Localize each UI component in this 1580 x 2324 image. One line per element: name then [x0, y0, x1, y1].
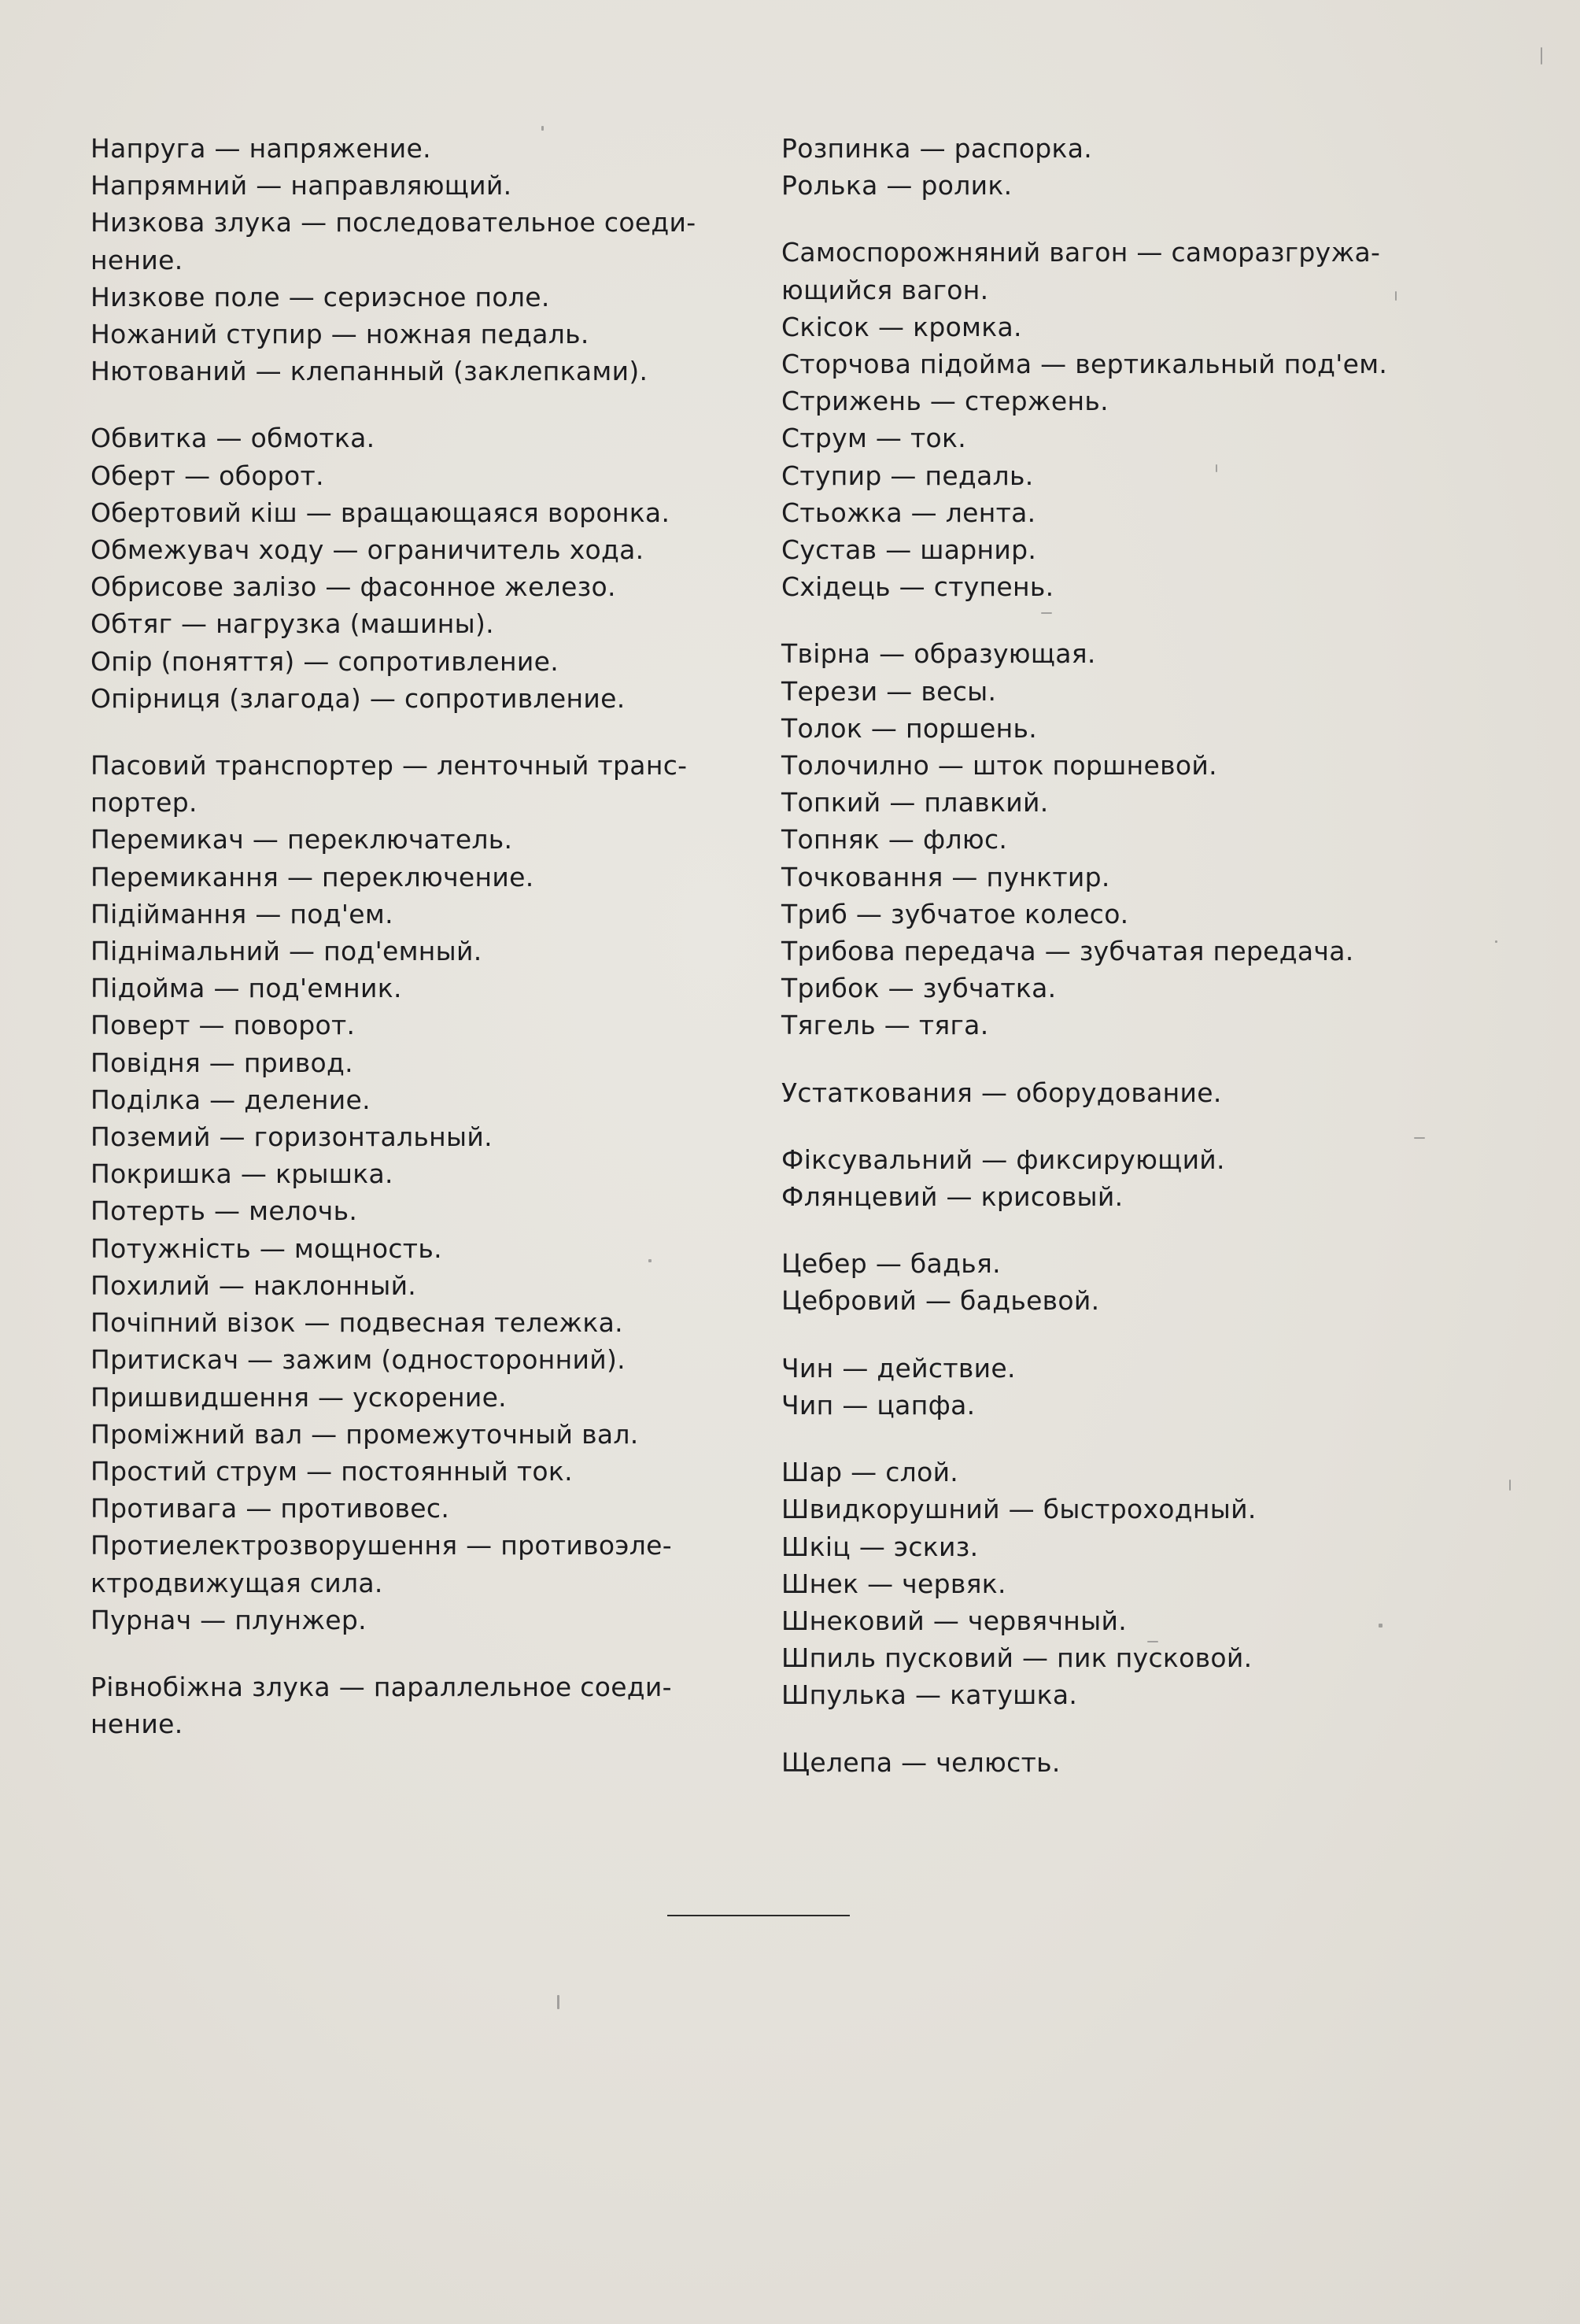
entry-text: Пришвидшення — ускорение. — [90, 1381, 507, 1413]
glossary-entry — [781, 419, 1490, 456]
right-group — [781, 1074, 1490, 1111]
glossary-entry — [781, 1387, 1490, 1424]
paper-speck — [1509, 1480, 1511, 1491]
entry-text: Чип — цапфа. — [781, 1389, 976, 1421]
entry-text: Тягель — тяга. — [781, 1010, 989, 1041]
entry-text: Почіпний візок — подвесная тележка. — [90, 1307, 623, 1339]
glossary-entry — [781, 970, 1490, 1007]
paper-speck — [1395, 291, 1397, 301]
entry-text: Обрисове залізо — фасонное железо. — [90, 571, 616, 603]
glossary-entry — [781, 1007, 1490, 1044]
glossary-entry — [90, 1007, 759, 1044]
glossary-entry — [90, 1379, 759, 1416]
right-group — [781, 1744, 1490, 1781]
paper-speck — [557, 1995, 559, 2009]
entry-text: Ступир — педаль. — [781, 460, 1034, 491]
entry-text: Напруга — напряжение. — [90, 133, 431, 164]
entry-text: Перемикання — переключение. — [90, 861, 534, 892]
glossary-entry — [781, 1178, 1490, 1215]
glossary-entry — [90, 1155, 759, 1192]
entry-continuation: нение. — [90, 244, 183, 275]
glossary-entry — [781, 784, 1490, 821]
glossary-entry — [90, 680, 759, 717]
glossary-entry — [90, 204, 759, 278]
entry-text: Противага — противовес. — [90, 1493, 450, 1524]
entry-text: Потужність — мощность. — [90, 1232, 442, 1264]
glossary-entry — [781, 345, 1490, 382]
entry-text: Цебровий — бадьевой. — [781, 1285, 1100, 1317]
glossary-entry — [90, 896, 759, 933]
entry-text: Рівнобіжна злука — параллельное соеди- — [90, 1671, 672, 1702]
entry-text: Толок — поршень. — [781, 712, 1038, 744]
paper-speck — [1041, 612, 1052, 614]
entry-text: Трибок — зубчатка. — [781, 973, 1057, 1004]
left-group — [90, 419, 759, 717]
paper-speck — [1495, 940, 1497, 943]
glossary-entry — [90, 605, 759, 642]
glossary-entry — [90, 1527, 759, 1601]
glossary-entry — [90, 419, 759, 456]
entry-text: Шкіц — эскиз. — [781, 1531, 979, 1562]
entry-text: Чин — действие. — [781, 1352, 1016, 1384]
end-rule — [667, 1915, 850, 1916]
paper-speck — [1216, 464, 1217, 472]
paper-speck — [648, 1259, 652, 1262]
entry-text: Східець — ступень. — [781, 571, 1054, 603]
entry-text: Точковання — пунктир. — [781, 861, 1110, 892]
paper-speck — [1147, 1641, 1158, 1642]
glossary-entry — [781, 821, 1490, 858]
entry-text: Поверт — поворот. — [90, 1010, 356, 1041]
glossary-entry — [90, 494, 759, 531]
entry-text: Розпинка — распорка. — [781, 133, 1093, 164]
entry-text: Повідня — привод. — [90, 1047, 353, 1078]
glossary-entry — [90, 531, 759, 568]
right-group — [781, 635, 1490, 1044]
right-group — [781, 1141, 1490, 1215]
glossary-entry — [90, 353, 759, 390]
entry-text: Фіксувальний — фиксирующий. — [781, 1144, 1225, 1175]
entry-text: Шпулька — катушка. — [781, 1679, 1078, 1711]
entry-text: Щелепа — челюсть. — [781, 1746, 1061, 1778]
entry-text: Піднімальний — под'емный. — [90, 936, 482, 967]
glossary-entry — [781, 859, 1490, 896]
glossary-entry — [90, 821, 759, 858]
glossary-entry — [90, 970, 759, 1007]
glossary-entry — [781, 1350, 1490, 1387]
entry-text: Стрижень — стержень. — [781, 386, 1109, 417]
glossary-entry — [781, 1602, 1490, 1639]
glossary-entry — [90, 859, 759, 896]
glossary-entry — [90, 1490, 759, 1527]
entry-text: Поділка — деление. — [90, 1084, 371, 1115]
glossary-entry — [90, 1304, 759, 1341]
right-group — [781, 1350, 1490, 1424]
glossary-entry — [781, 494, 1490, 531]
glossary-entry — [781, 710, 1490, 747]
glossary-entry — [781, 234, 1490, 308]
entry-continuation: нение. — [90, 1709, 183, 1740]
glossary-entry — [781, 635, 1490, 672]
entry-text: Швидкорушний — быстроходный. — [781, 1494, 1257, 1525]
entry-text: Обтяг — нагрузка (машины). — [90, 608, 494, 640]
paper-speck — [1379, 1624, 1382, 1628]
glossary-entry — [781, 896, 1490, 933]
entry-text: Підойма — под'емник. — [90, 973, 402, 1004]
glossary-entry — [90, 130, 759, 167]
entry-text: Топкий — плавкий. — [781, 787, 1049, 818]
entry-continuation: ющийся вагон. — [781, 274, 989, 305]
right-group — [781, 234, 1490, 605]
entry-text: Перемикач — переключатель. — [90, 824, 513, 855]
entry-text: Пурнач — плунжер. — [90, 1604, 367, 1635]
glossary-entry — [781, 1676, 1490, 1713]
glossary-entry — [781, 382, 1490, 419]
glossary-entry — [781, 130, 1490, 167]
glossary-entry — [781, 1282, 1490, 1319]
entry-text: Простий струм — постоянный ток. — [90, 1455, 573, 1487]
entry-text: Нютований — клепанный (заклепками). — [90, 356, 648, 387]
entry-text: Оберт — оборот. — [90, 460, 324, 491]
glossary-entry — [781, 167, 1490, 204]
entry-text: Притискач — зажим (односторонний). — [90, 1344, 626, 1376]
glossary-entry — [90, 279, 759, 316]
paper-speck — [1414, 1137, 1425, 1139]
entry-text: Похилий — наклонный. — [90, 1269, 417, 1301]
glossary-entry — [90, 1081, 759, 1118]
entry-text: Обмежувач ходу — ограничитель хода. — [90, 534, 644, 566]
entry-text: Опір (поняття) — сопротивление. — [90, 645, 559, 677]
right-group — [781, 130, 1490, 204]
entry-text: Сустав — шарнир. — [781, 534, 1037, 566]
entry-text: Ролька — ролик. — [781, 170, 1013, 201]
entry-text: Стьожка — лента. — [781, 497, 1036, 528]
entry-text: Ножаний ступир — ножная педаль. — [90, 319, 589, 350]
left-group — [90, 130, 759, 390]
glossary-entry — [90, 316, 759, 353]
entry-text: Устаткования — оборудование. — [781, 1077, 1222, 1108]
glossary-entry — [781, 1744, 1490, 1781]
glossary-entry — [90, 933, 759, 970]
entry-continuation: ктродвижущая сила. — [90, 1567, 383, 1598]
glossary-entry — [90, 1668, 759, 1742]
glossary-entry — [781, 1245, 1490, 1282]
glossary-entry — [90, 1341, 759, 1378]
entry-text: Шар — слой. — [781, 1457, 959, 1488]
glossary-entry — [90, 1044, 759, 1081]
entry-text: Поземий — горизонтальный. — [90, 1121, 493, 1153]
entry-text: Цебер — бадья. — [781, 1248, 1001, 1280]
glossary-entry — [781, 673, 1490, 710]
entry-text: Покришка — крышка. — [90, 1158, 393, 1190]
glossary-entry — [90, 568, 759, 605]
entry-continuation: портер. — [90, 787, 198, 818]
entry-text: Триб — зубчатое колесо. — [781, 898, 1129, 929]
glossary-entry — [781, 1639, 1490, 1676]
left-group — [90, 1668, 759, 1742]
entry-text: Протиелектрозворушення — противоэле- — [90, 1530, 672, 1561]
right-group — [781, 1454, 1490, 1713]
entry-text: Топняк — флюс. — [781, 824, 1008, 855]
glossary-entry — [781, 1074, 1490, 1111]
paper-speck — [541, 126, 544, 131]
right-group — [781, 1245, 1490, 1319]
entry-text: Флянцевий — крисовый. — [781, 1181, 1124, 1213]
glossary-entry — [781, 933, 1490, 970]
glossary-entry — [781, 309, 1490, 345]
entry-text: Шнековий — червячный. — [781, 1605, 1128, 1636]
glossary-entry — [90, 643, 759, 680]
glossary-entry — [781, 1454, 1490, 1491]
paper-speck — [1541, 47, 1542, 65]
glossary-entry — [90, 1192, 759, 1229]
entry-text: Обвитка — обмотка. — [90, 423, 375, 454]
entry-text: Напрямний — направляющий. — [90, 170, 512, 201]
entry-text: Пасовий транспортер — ленточный транс- — [90, 750, 688, 781]
glossary-entry — [90, 1453, 759, 1490]
glossary-entry — [781, 1491, 1490, 1528]
entry-text: Трибова передача — зубчатая передача. — [781, 936, 1354, 967]
glossary-entry — [90, 1267, 759, 1304]
entry-text: Шпиль пусковий — пик пусковой. — [781, 1642, 1253, 1674]
entry-text: Шнек — червяк. — [781, 1568, 1006, 1599]
glossary-entry — [90, 457, 759, 494]
entry-text: Підіймання — под'ем. — [90, 898, 393, 929]
glossary-entry — [781, 747, 1490, 784]
entry-text: Толочилно — шток поршневой. — [781, 750, 1217, 781]
glossary-entry — [90, 1416, 759, 1453]
entry-text: Потерть — мелочь. — [90, 1195, 358, 1227]
glossary-entry — [781, 1141, 1490, 1178]
entry-text: Терези — весы. — [781, 675, 997, 707]
glossary-entry — [781, 1565, 1490, 1602]
glossary-entry — [90, 167, 759, 204]
glossary-entry — [781, 457, 1490, 494]
entry-text: Твірна — образующая. — [781, 638, 1096, 670]
entry-text: Низкове поле — сериэсное поле. — [90, 281, 550, 312]
left-column — [90, 130, 759, 1772]
glossary-entry — [90, 1118, 759, 1155]
entry-text: Струм — ток. — [781, 423, 967, 454]
left-group — [90, 747, 759, 1639]
entry-text: Проміжний вал — промежуточный вал. — [90, 1418, 639, 1450]
glossary-entry — [781, 1528, 1490, 1565]
glossary-entry — [90, 747, 759, 821]
entry-text: Обертовий кіш — вращающаяся воронка. — [90, 497, 670, 528]
entry-text: Опірниця (злагода) — сопротивление. — [90, 682, 626, 714]
entry-text: Скісок — кромка. — [781, 311, 1022, 342]
entry-text: Самоспорожняний вагон — саморазгружа- — [781, 237, 1381, 268]
glossary-entry — [781, 531, 1490, 568]
right-column — [781, 130, 1490, 1811]
entry-text: Низкова злука — последовательное соеди- — [90, 207, 696, 238]
entry-text: Сторчова підойма — вертикальный под'ем. — [781, 349, 1388, 380]
glossary-entry — [90, 1230, 759, 1267]
glossary-entry — [90, 1602, 759, 1639]
glossary-entry — [781, 568, 1490, 605]
